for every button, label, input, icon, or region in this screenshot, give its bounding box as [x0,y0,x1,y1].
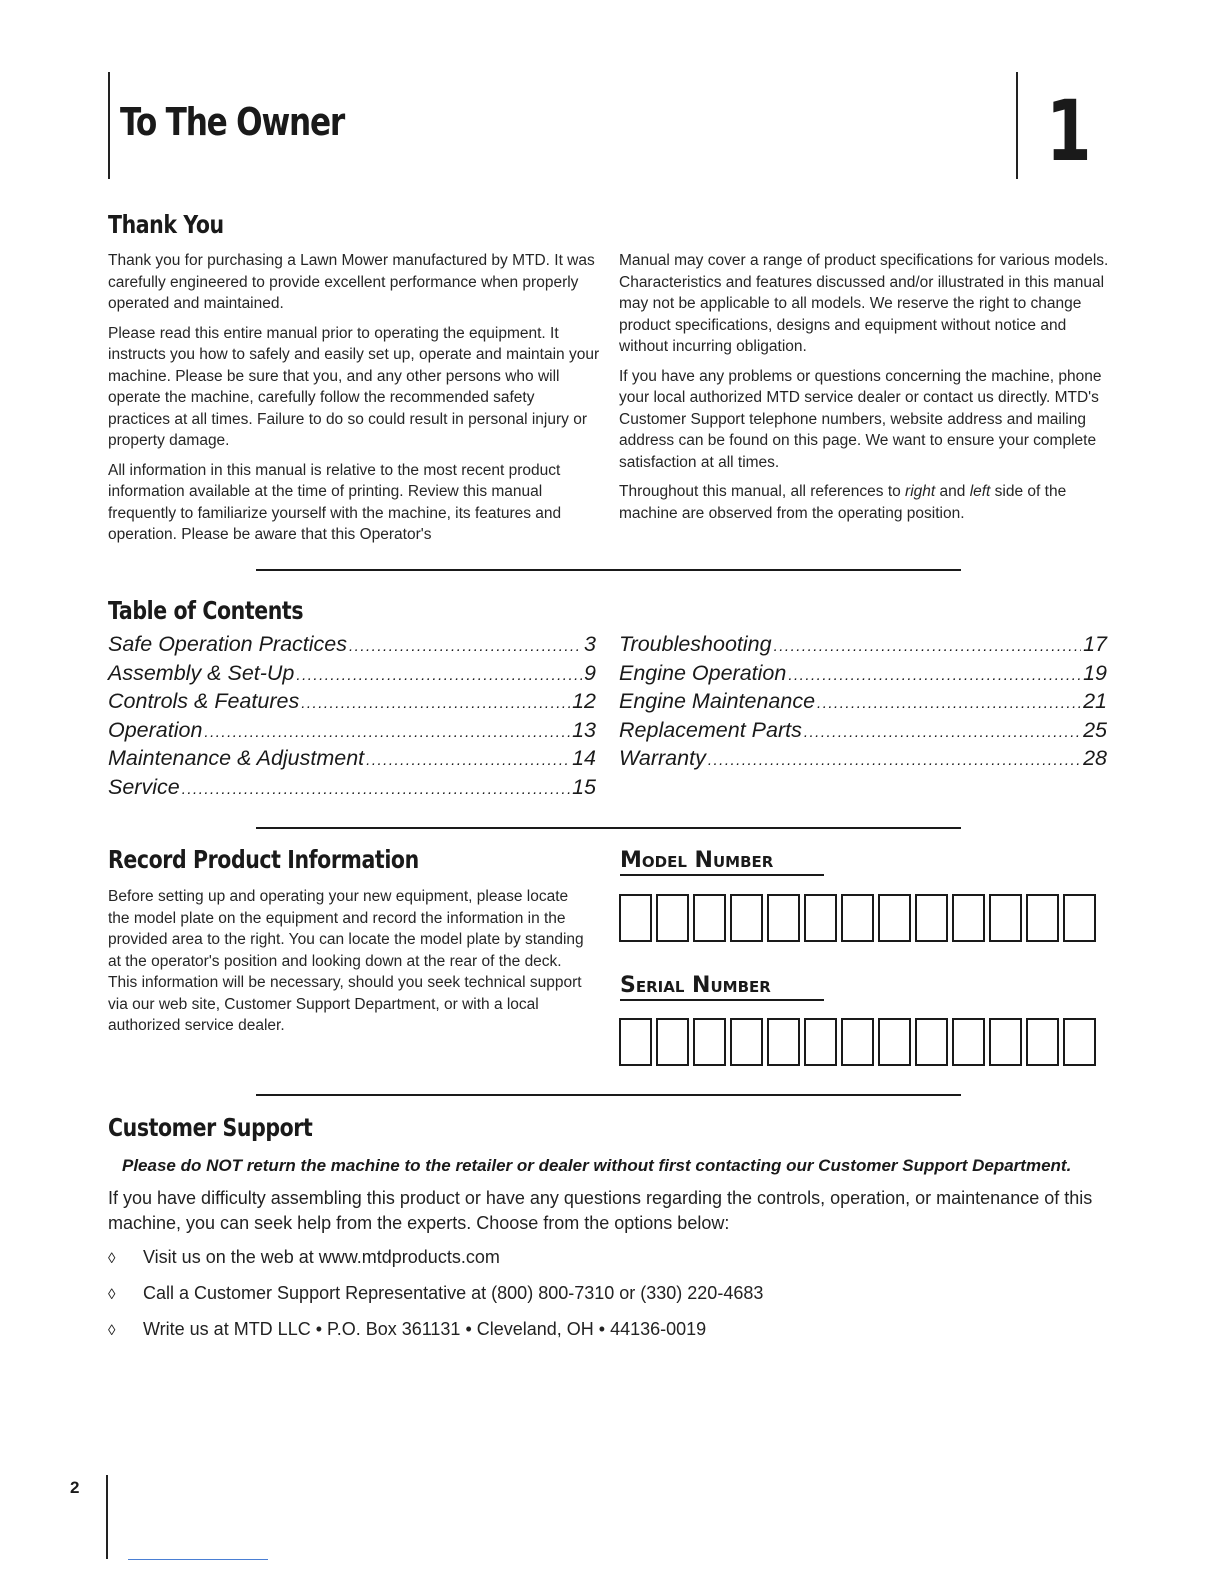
toc-entry[interactable]: Engine Maintenance ..... 21 [619,689,1107,718]
thank-you-left-column [108,250,600,554]
toc-entry[interactable]: Controls & Features ..... 12 [108,689,596,718]
serial-char-box[interactable] [841,1018,874,1066]
serial-char-box[interactable] [693,1018,726,1066]
section-divider [256,827,961,829]
record-heading: Record Product Information [108,845,419,874]
serial-char-box[interactable] [952,1018,985,1066]
model-number-label: Model Number [620,848,824,876]
toc-entry[interactable]: Engine Operation ..... 19 [619,661,1107,690]
diamond-bullet-icon: ◊ [108,1322,116,1339]
serial-char-box[interactable] [804,1018,837,1066]
support-option-web: ◊ Visit us on the web at www.mtdproducts.com [108,1247,500,1267]
thank-you-right-column [619,250,1111,532]
diamond-bullet-icon: ◊ [108,1286,116,1303]
diamond-bullet-icon: ◊ [108,1250,116,1267]
model-char-box[interactable] [767,894,800,942]
chapter-number: 1 [1046,82,1092,180]
serial-char-box[interactable] [915,1018,948,1066]
support-option-phone: ◊ Call a Customer Support Representative at (800) 800-7310 or (330) 220-4683 [108,1283,764,1303]
model-char-box[interactable] [656,894,689,942]
serial-char-box[interactable] [989,1018,1022,1066]
support-intro: If you have difficulty assembling this product or have any questions regarding the controls, operation, or maintenance of this machine, you can seek help from the experts. Choose from the options below: [108,1188,1093,1233]
serial-number-label: Serial Number [620,973,824,1001]
toc-right-column [619,632,1107,775]
page-number: 2 [70,1478,80,1497]
toc-entry[interactable]: Service ..... 15 [108,775,596,804]
toc-heading: Table of Contents [108,596,304,625]
toc-entry[interactable]: Troubleshooting ..... 17 [619,632,1107,661]
thank-you-heading: Thank You [108,210,224,239]
right-word: right [905,483,936,500]
model-char-box[interactable] [619,894,652,942]
serial-char-box[interactable] [656,1018,689,1066]
thank-you-paragraph: If you have any problems or questions concerning the machine, phone your local authorized MTD service dealer or contact us directly. MTD's Customer Support telephone numbers, website address and mailing address can be found on this page. We want to ensure your complete satisfaction at all times. [619,367,1102,471]
model-char-box[interactable] [1026,894,1059,942]
toc-entry[interactable]: Operation ..... 13 [108,718,596,747]
serial-char-box[interactable] [619,1018,652,1066]
model-char-box[interactable] [730,894,763,942]
toc-entry[interactable]: Replacement Parts ..... 25 [619,718,1107,747]
chapter-title: To The Owner [120,100,345,144]
section-divider [256,1094,961,1096]
toc-entry[interactable]: Maintenance & Adjustment ..... 14 [108,746,596,775]
model-char-box[interactable] [915,894,948,942]
left-word: left [969,483,991,500]
model-char-box[interactable] [1063,894,1096,942]
thank-you-paragraph: Thank you for purchasing a Lawn Mower manufactured by MTD. It was carefully engineered to provide excellent performance when properly operated and maintained. [108,252,595,312]
header-left-rule [108,72,110,179]
footer-link-underline [128,1559,268,1560]
support-warning: Please do NOT return the machine to the retailer or dealer without first contacting our Customer Support Department. [122,1156,1072,1175]
serial-number-boxes[interactable] [619,1018,1096,1066]
footer-rule [106,1475,108,1559]
thank-you-paragraph: All information in this manual is relative to the most recent product information available at the time of printing. Review this manual frequently to familiarize yourself with the machine, its features and operation. Please be aware that this Operator's [108,461,562,543]
serial-char-box[interactable] [767,1018,800,1066]
model-char-box[interactable] [952,894,985,942]
thank-you-paragraph: Throughout this manual, all references to right and left side of the machine are observed from the operating position. [619,483,1067,522]
model-char-box[interactable] [693,894,726,942]
header-right-rule [1016,72,1018,179]
section-divider [256,569,961,571]
serial-char-box[interactable] [1063,1018,1096,1066]
serial-char-box[interactable] [730,1018,763,1066]
thank-you-paragraph: Please read this entire manual prior to operating the equipment. It instructs you how to safely and easily set up, operate and maintain your machine. Please be sure that you, and any other persons who will operate the machine, carefully follow the recommended safety practices at all times. Failure to do so could result in personal injury or property damage. [108,324,600,449]
thank-you-paragraph: Manual may cover a range of product specifications for various models. Characteristics and features discussed and/or illustrated in this manual may not be applicable to all models. We reserve the right to change product specifications, designs and equipment without notice and without incurring obligation. [619,252,1109,355]
serial-char-box[interactable] [878,1018,911,1066]
model-char-box[interactable] [841,894,874,942]
model-char-box[interactable] [804,894,837,942]
serial-char-box[interactable] [1026,1018,1059,1066]
record-paragraph: Before setting up and operating your new equipment, please locate the model plate on the equipment and record the information in the provided area to the right. You can locate the model plate by standing at the operator's position and looking down at the rear of the deck. This information will be necessary, should you seek technical support via our web site, Customer Support Department, or with a local authorized service dealer. [108,888,584,1034]
model-char-box[interactable] [989,894,1022,942]
model-number-boxes[interactable] [619,894,1096,942]
support-option-mail: ◊ Write us at MTD LLC • P.O. Box 361131 • Cleveland, OH • 44136-0019 [108,1319,707,1339]
toc-left-column [108,632,596,803]
model-char-box[interactable] [878,894,911,942]
toc-entry[interactable]: Safe Operation Practices ..... 3 [108,632,596,661]
toc-entry[interactable]: Assembly & Set-Up ..... 9 [108,661,596,690]
support-heading: Customer Support [108,1113,313,1142]
toc-entry[interactable]: Warranty ..... 28 [619,746,1107,775]
